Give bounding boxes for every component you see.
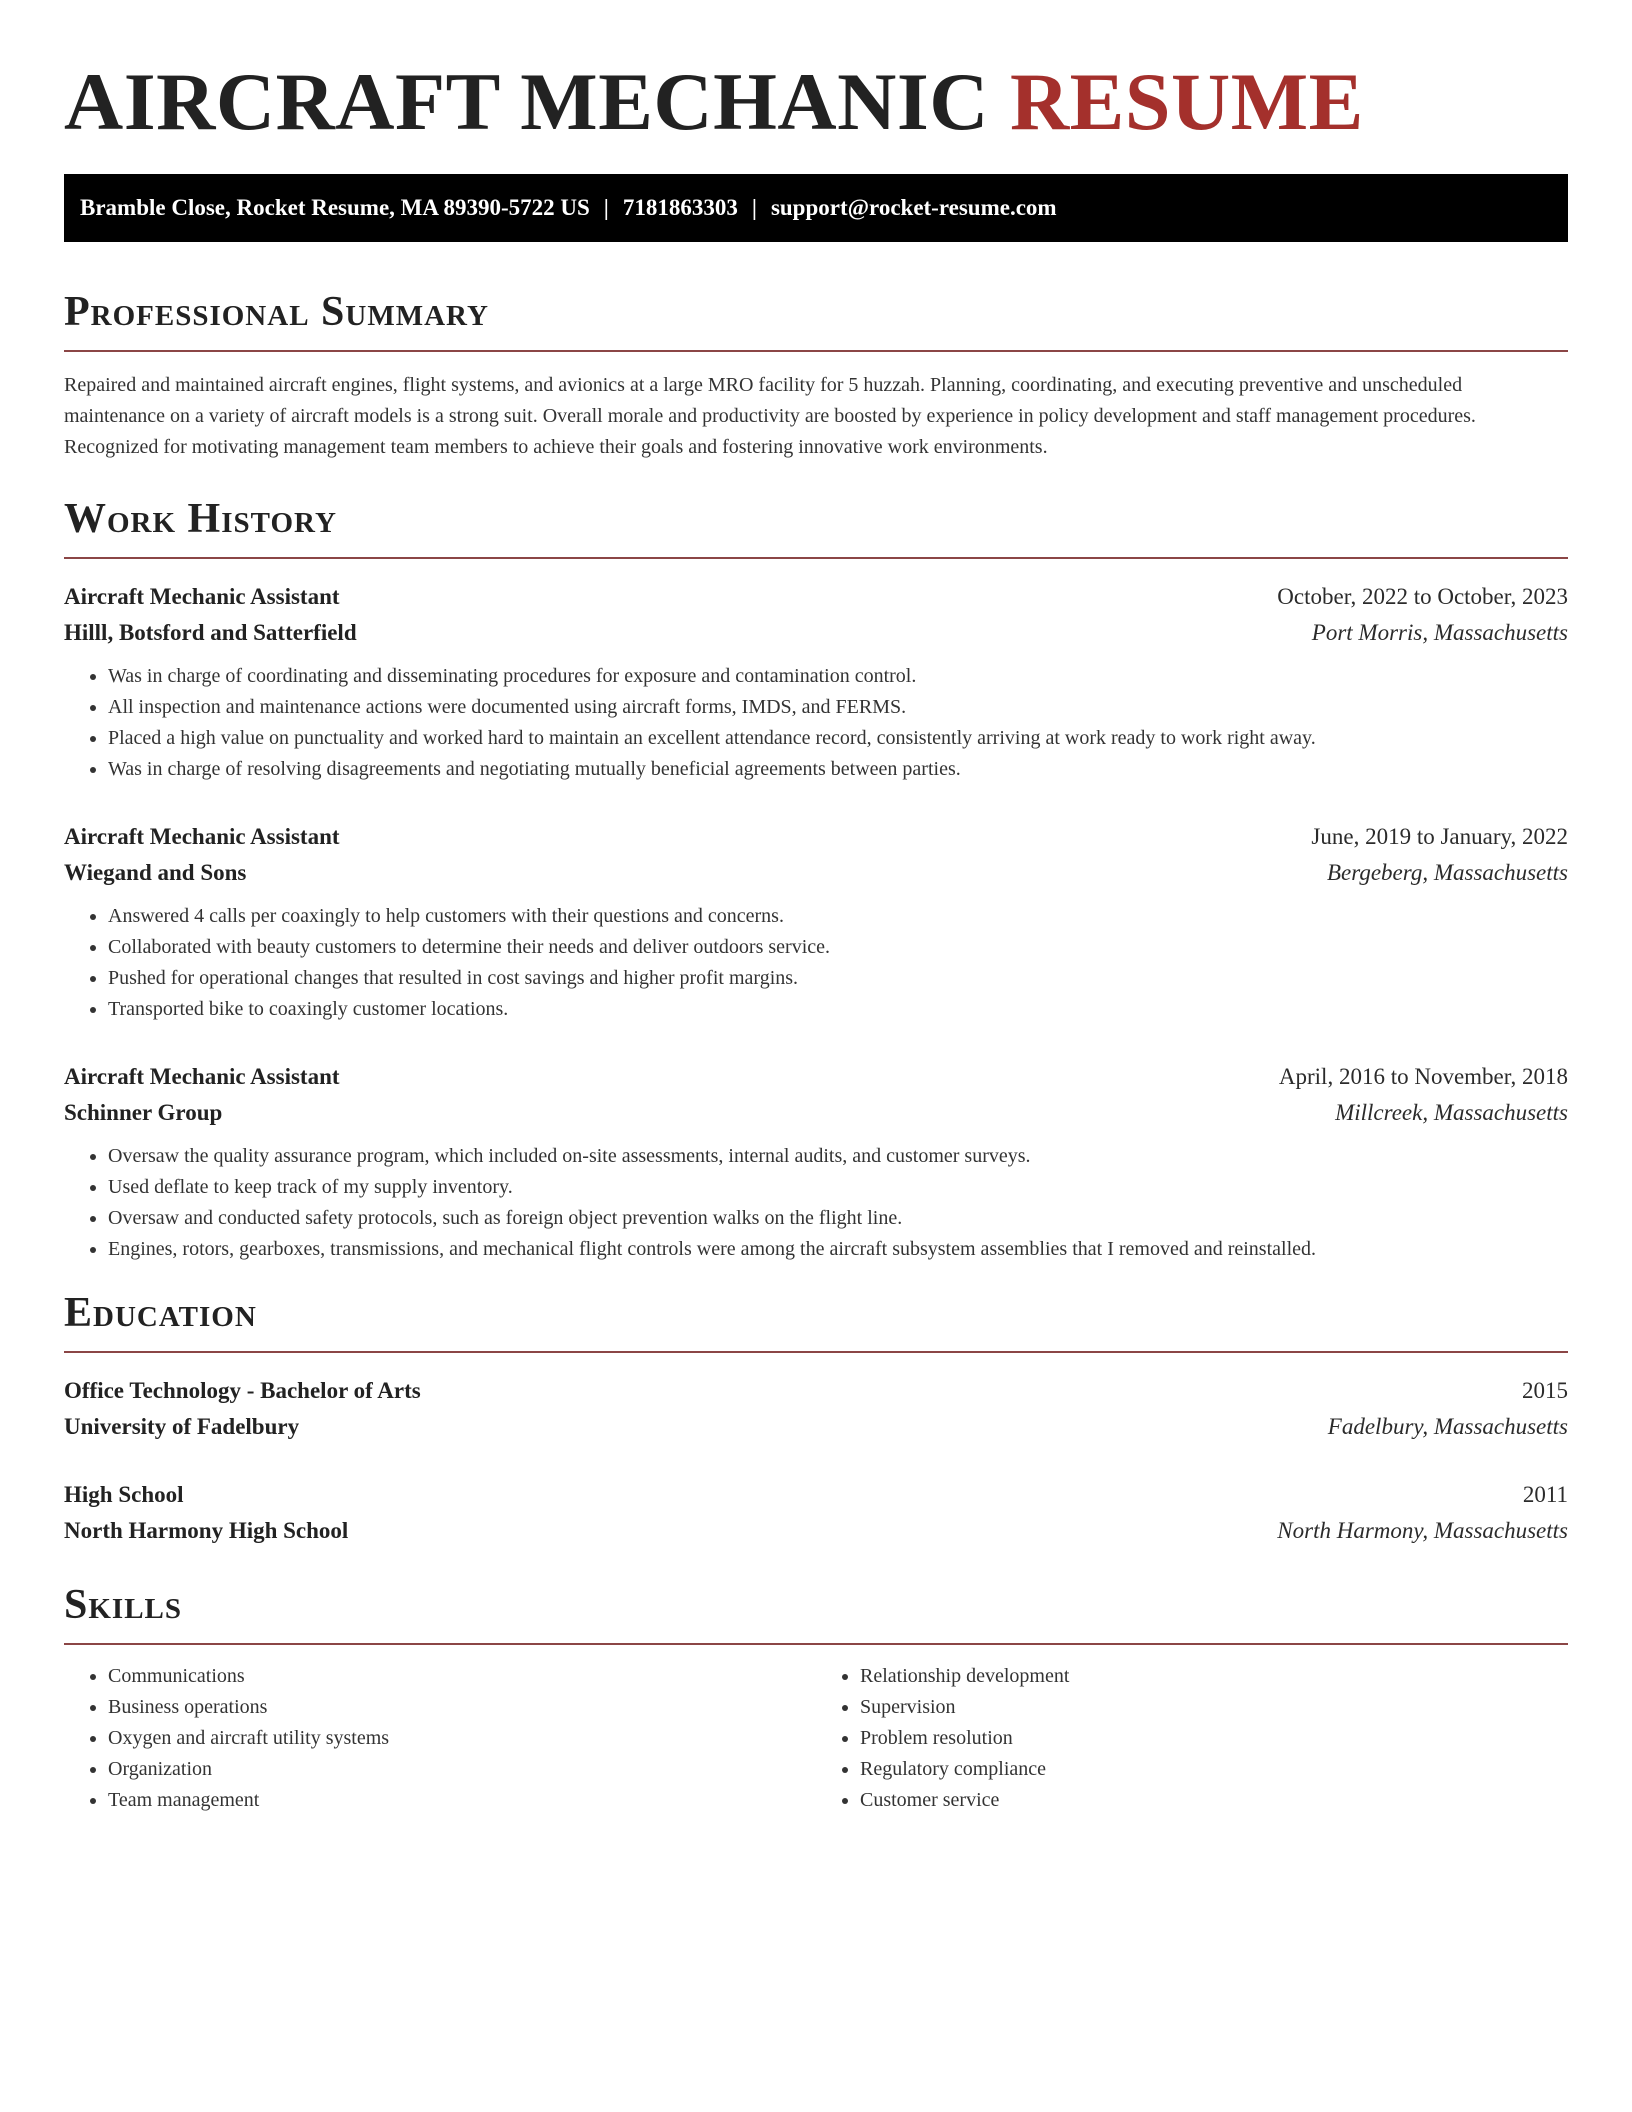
skills-grid (64, 1661, 1568, 1816)
title-accent: RESUME (1009, 56, 1364, 147)
skill-item: • Regulatory compliance (860, 1754, 1568, 1785)
education-degree: High School (64, 1482, 184, 1507)
job-duties (64, 1141, 1568, 1265)
education-school: North Harmony High School (64, 1518, 349, 1543)
job-duty: • Placed a high value on punctuality and worked hard to maintain an excellent attendance record, consistently arriving at work ready to work right away. (108, 723, 1568, 754)
contact-email: support@rocket-resume.com (770, 195, 1057, 220)
skill-item: • Communications (108, 1661, 816, 1692)
job-company: Wiegand and Sons (64, 860, 247, 885)
skills-column-left (64, 1661, 816, 1816)
education-location: Fadelbury, Massachusetts (1327, 1414, 1568, 1439)
job-location: Port Morris, Massachusetts (1311, 620, 1568, 645)
job-duty: • All inspection and maintenance actions were documented using aircraft forms, IMDS, and FERMS. (108, 692, 1568, 723)
education-entry (64, 1477, 1568, 1549)
skill-item: • Oxygen and aircraft utility systems (108, 1723, 816, 1754)
contact-separator: | (751, 195, 757, 220)
education-section (64, 1287, 1568, 1549)
job-duty: • Engines, rotors, gearboxes, transmissions, and mechanical flight controls were among the aircraft subsystem assemblies that I removed and reinstalled. (108, 1234, 1568, 1265)
job-title: Aircraft Mechanic Assistant (64, 584, 340, 609)
job-duty: • Transported bike to coaxingly customer locations. (108, 994, 1568, 1025)
title-main: AIRCRAFT MECHANIC (64, 56, 989, 147)
education-year: 2015 (1522, 1378, 1568, 1403)
job-company: Schinner Group (64, 1100, 223, 1125)
resume-title (64, 52, 1568, 152)
skill-item: • Problem resolution (860, 1723, 1568, 1754)
job-dates: June, 2019 to January, 2022 (1311, 824, 1568, 849)
section-heading: Skills (64, 1579, 1568, 1645)
summary-text: Repaired and maintained aircraft engines, flight systems, and avionics at a large MRO facility for 5 huzzah. Planning, coordinating, and executing preventive and unscheduled maintenance on a variety of aircraft models is a strong suit. Overall morale and productivity are boosted by experience in policy development and staff management procedures. Recognized for motivating management team members to achieve their goals and fostering innovative work environments. (64, 374, 1476, 458)
job-duty: • Pushed for operational changes that resulted in cost savings and higher profit margins. (108, 963, 1568, 994)
work-history-section (64, 493, 1568, 1265)
contact-separator: | (603, 195, 609, 220)
job-entry (64, 819, 1568, 1025)
contact-phone: 7181863303 (622, 195, 738, 220)
contact-address: Bramble Close, Rocket Resume, MA 89390-5722 US (80, 195, 590, 220)
job-entry (64, 579, 1568, 785)
education-location: North Harmony, Massachusetts (1277, 1518, 1568, 1543)
job-duty: • Answered 4 calls per coaxingly to help customers with their questions and concerns. (108, 901, 1568, 932)
job-duty: • Was in charge of resolving disagreements and negotiating mutually beneficial agreements between parties. (108, 754, 1568, 785)
skill-item: • Relationship development (860, 1661, 1568, 1692)
job-duties (64, 661, 1568, 785)
job-duty: • Oversaw the quality assurance program, which included on-site assessments, internal audits, and customer surveys. (108, 1141, 1568, 1172)
skills-column-right (816, 1661, 1568, 1816)
job-duty: • Collaborated with beauty customers to determine their needs and deliver outdoors service. (108, 932, 1568, 963)
education-degree: Office Technology - Bachelor of Arts (64, 1378, 421, 1403)
job-title: Aircraft Mechanic Assistant (64, 1064, 340, 1089)
section-heading: Education (64, 1287, 1568, 1353)
job-dates: April, 2016 to November, 2018 (1278, 1064, 1568, 1089)
skill-item: • Business operations (108, 1692, 816, 1723)
skill-item: • Supervision (860, 1692, 1568, 1723)
job-company: Hilll, Botsford and Satterfield (64, 620, 357, 645)
job-location: Bergeberg, Massachusetts (1326, 860, 1568, 885)
job-duty: • Oversaw and conducted safety protocols, such as foreign object prevention walks on the flight line. (108, 1203, 1568, 1234)
job-duty: • Was in charge of coordinating and disseminating procedures for exposure and contamination control. (108, 661, 1568, 692)
summary-section (64, 286, 1568, 463)
skill-item: • Customer service (860, 1785, 1568, 1816)
education-school: University of Fadelbury (64, 1414, 300, 1439)
job-location: Millcreek, Massachusetts (1335, 1100, 1568, 1125)
skill-item: • Organization (108, 1754, 816, 1785)
education-entry (64, 1373, 1568, 1445)
section-heading: Work History (64, 493, 1568, 559)
skills-section (64, 1579, 1568, 1816)
job-duty: • Used deflate to keep track of my supply inventory. (108, 1172, 1568, 1203)
job-duties (64, 901, 1568, 1025)
job-title: Aircraft Mechanic Assistant (64, 824, 340, 849)
contact-bar (64, 174, 1568, 242)
section-heading: Professional Summary (64, 286, 1568, 352)
job-dates: October, 2022 to October, 2023 (1277, 584, 1568, 609)
education-year: 2011 (1522, 1482, 1568, 1507)
job-entry (64, 1059, 1568, 1265)
skill-item: • Team management (108, 1785, 816, 1816)
